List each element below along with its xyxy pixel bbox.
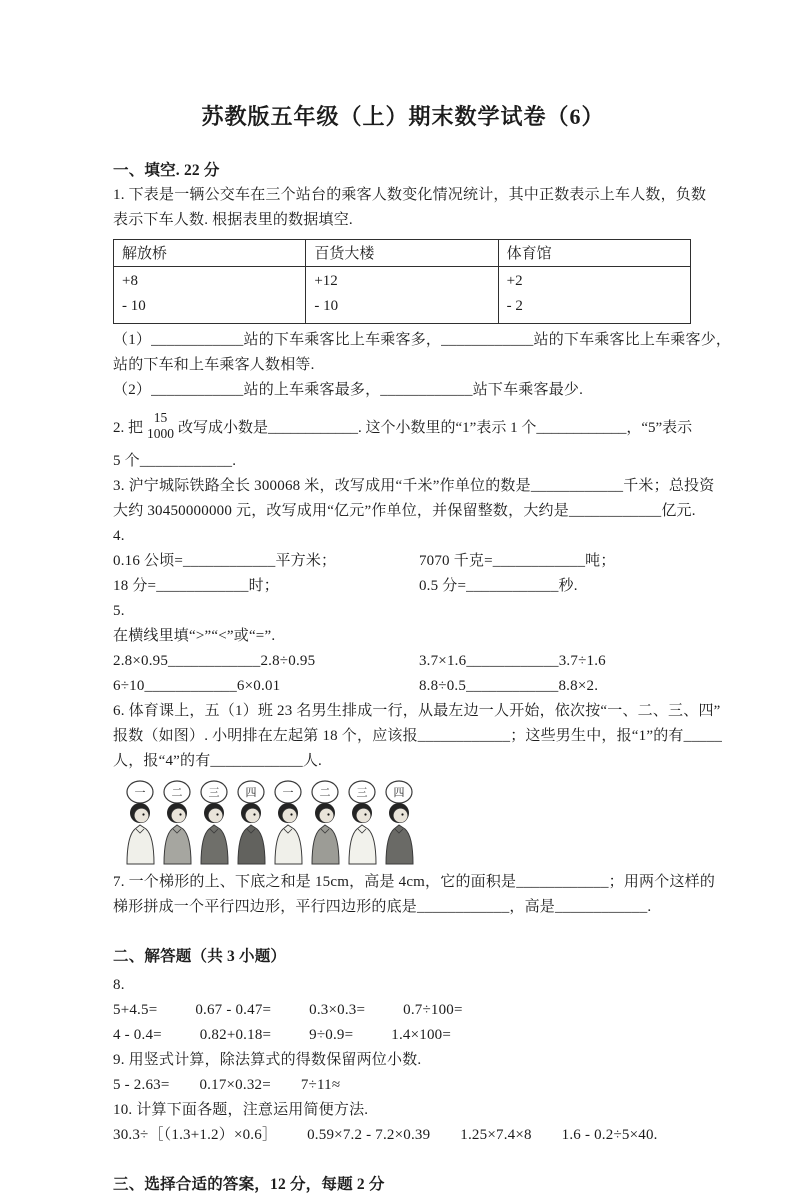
boy-shirt [312,825,339,864]
bubble-numeral: 一 [282,787,294,799]
table-header-jiefangqiao: 解放桥 [114,240,306,267]
cell-value: - 10 [314,298,339,314]
section3-heading: 三、选择合适的答案，12 分，每题 2 分 [113,1176,385,1193]
table-cell-col2 [306,267,498,324]
q5-comparison: 8.8÷0.5____________8.8×2. [418,678,599,694]
q1-sub2: （2）____________站的上车乘客最多，____________站下车乘客最少. [113,382,584,398]
calc-item: 0.7÷100= [403,1002,463,1018]
q5-intro: 在横线里填“>”“<”或“=”. [113,628,276,644]
cell-value: +8 [122,273,138,289]
section1-heading: 一、填空. 22 分 [113,162,220,179]
q1-sub1-line1: （1）____________站的下车乘客比上车乘客多，____________站的下车乘客比上车乘客少， [113,332,732,348]
table-header-row [114,240,691,267]
fraction-denominator: 1000 [147,426,175,441]
calc-item: 0.17×0.32= [199,1077,271,1093]
boy-figure [349,781,376,864]
bubble-numeral: 四 [393,787,405,799]
q1-text-line2: 表示下车人数. 根据表里的数据填空. [113,212,353,228]
q2-line1 [113,403,693,449]
boy-face [245,808,259,822]
boy-eye [290,813,292,815]
boy-figure [238,781,265,864]
q8-label: 8. [113,977,125,993]
boy-figure [201,781,228,864]
boy-eye [253,813,255,815]
q2-prefix: 2. 把 [113,419,144,436]
q7-text-line2: 梯形拼成一个平行四边形，平行四边形的底是____________，高是____________. [113,899,652,915]
calc-item: 9÷0.9= [309,1027,354,1043]
q2-line2: 5 个____________. [113,453,237,469]
boy-face [393,808,407,822]
q6-text-line1: 6. 体育课上，五（1）班 23 名男生排成一行，从最左边一人开始，依次按“一、二、三、四” [113,703,721,719]
calc-item: 0.3×0.3= [309,1002,366,1018]
q5-row1 [113,649,693,674]
boy-shirt [238,825,265,864]
calc-item: 1.25×7.4×8 [460,1127,532,1143]
q8-row1 [113,998,693,1023]
q10-row [113,1123,693,1148]
boy-eye [142,813,144,815]
q4-conversion: 7070 千克=____________吨； [418,553,616,569]
q5-comparison: 2.8×0.95____________2.8÷0.95 [113,653,316,669]
section2-heading: 二、解答题（共 3 小题） [113,948,287,965]
calc-item: 1.6 - 0.2÷5×40. [561,1127,658,1143]
boy-face [282,808,296,822]
bubble-numeral: 三 [356,787,368,799]
calc-item: 5 - 2.63= [113,1077,170,1093]
q4-conversion: 0.5 分=____________秒. [418,578,578,594]
boy-eye [327,813,329,815]
boy-shirt [127,825,154,864]
q6-text-line2: 报数（如图）. 小明排在左起第 18 个，应该报____________；这些男生中，报“1”的有_____ [113,728,723,744]
q7-text-line1: 7. 一个梯形的上、下底之和是 15cm，高是 4cm，它的面积是____________；用两个这样的 [113,874,716,890]
bubble-numeral: 三 [208,787,220,799]
boy-figure [164,781,191,864]
boy-face [319,808,333,822]
boy-eye [179,813,181,815]
q3-text-line1: 3. 沪宁城际铁路全长 300068 米，改写成用“千米”作单位的数是____________千米；总投资 [113,478,715,494]
calc-item: 5+4.5= [113,1002,158,1018]
bubble-numeral: 二 [171,787,183,799]
calc-item: 1.4×100= [391,1027,452,1043]
calc-item: 7÷11≈ [300,1077,341,1093]
q4-conversion: 18 分=____________时； [113,578,280,594]
calc-item: 4 - 0.4= [113,1027,162,1043]
boy-figure [386,781,413,864]
q5-label: 5. [113,603,125,619]
q4-row1 [113,549,693,574]
fraction-numerator: 15 [153,410,168,425]
cell-value: +12 [314,273,338,289]
calc-item: 0.82+0.18= [199,1027,272,1043]
q4-row2 [113,574,693,599]
boy-face [134,808,148,822]
boy-face [356,808,370,822]
bubble-numeral: 一 [134,787,146,799]
q9-row [113,1073,693,1098]
calc-item: 0.59×7.2 - 7.2×0.39 [307,1127,431,1143]
boy-shirt [386,825,413,864]
q9-text: 9. 用竖式计算，除法算式的得数保留两位小数. [113,1052,422,1068]
boy-eye [216,813,218,815]
exam-content [113,0,732,1197]
table-cell-col1 [114,267,306,324]
q4-conversion: 0.16 公顷=____________平方米； [113,553,337,569]
boy-figure [275,781,302,864]
q8-row2 [113,1023,693,1048]
boy-face [208,808,222,822]
q4-label: 4. [113,528,125,544]
table-data-row [114,267,691,324]
calc-item: 30.3÷［（1.3+1.2）×0.6］ [113,1127,278,1143]
boy-shirt [275,825,302,864]
bubble-numeral: 四 [245,787,257,799]
boy-face [171,808,185,822]
boy-shirt [164,825,191,864]
cell-value: - 2 [506,298,523,314]
q1-station-table [113,239,691,324]
q1-sub1-line2: 站的下车和上车乘客人数相等. [113,357,315,373]
boy-figure [312,781,339,864]
calc-item: 0.67 - 0.47= [195,1002,272,1018]
q5-row2 [113,674,693,699]
boy-eye [364,813,366,815]
table-header-baihuodalou: 百货大楼 [306,240,498,267]
q5-comparison: 3.7×1.6____________3.7÷1.6 [418,653,606,669]
fraction-15-1000 [147,410,174,442]
q3-text-line2: 大约 30450000000 元，改写成用“亿元”作单位，并保留整数，大约是____________亿元. [113,503,696,519]
boy-figure [127,781,154,864]
bubble-numeral: 二 [319,787,331,799]
boy-shirt [349,825,376,864]
q10-text: 10. 计算下面各题，注意运用简便方法. [113,1102,369,1118]
q1-text-line1: 1. 下表是一辆公交车在三个站台的乘客人数变化情况统计，其中正数表示上车人数，负数 [113,187,707,203]
boy-eye [401,813,403,815]
boy-shirt [201,825,228,864]
boys-figure-svg [123,780,419,866]
q6-text-line3: 人，报“4”的有____________人. [113,753,322,769]
q6-boys-counting-illustration [123,780,423,866]
cell-value: - 10 [122,298,146,314]
q2-suffix: 改写成小数是____________. 这个小数里的“1”表示 1 个____________，“5”表示 [178,419,693,436]
page-title: 苏教版五年级（上）期末数学试卷（6） [201,104,605,129]
table-header-tiyuguan: 体育馆 [498,240,690,267]
table-cell-col3 [498,267,690,324]
cell-value: +2 [506,273,523,289]
q5-comparison: 6÷10____________6×0.01 [113,678,281,694]
